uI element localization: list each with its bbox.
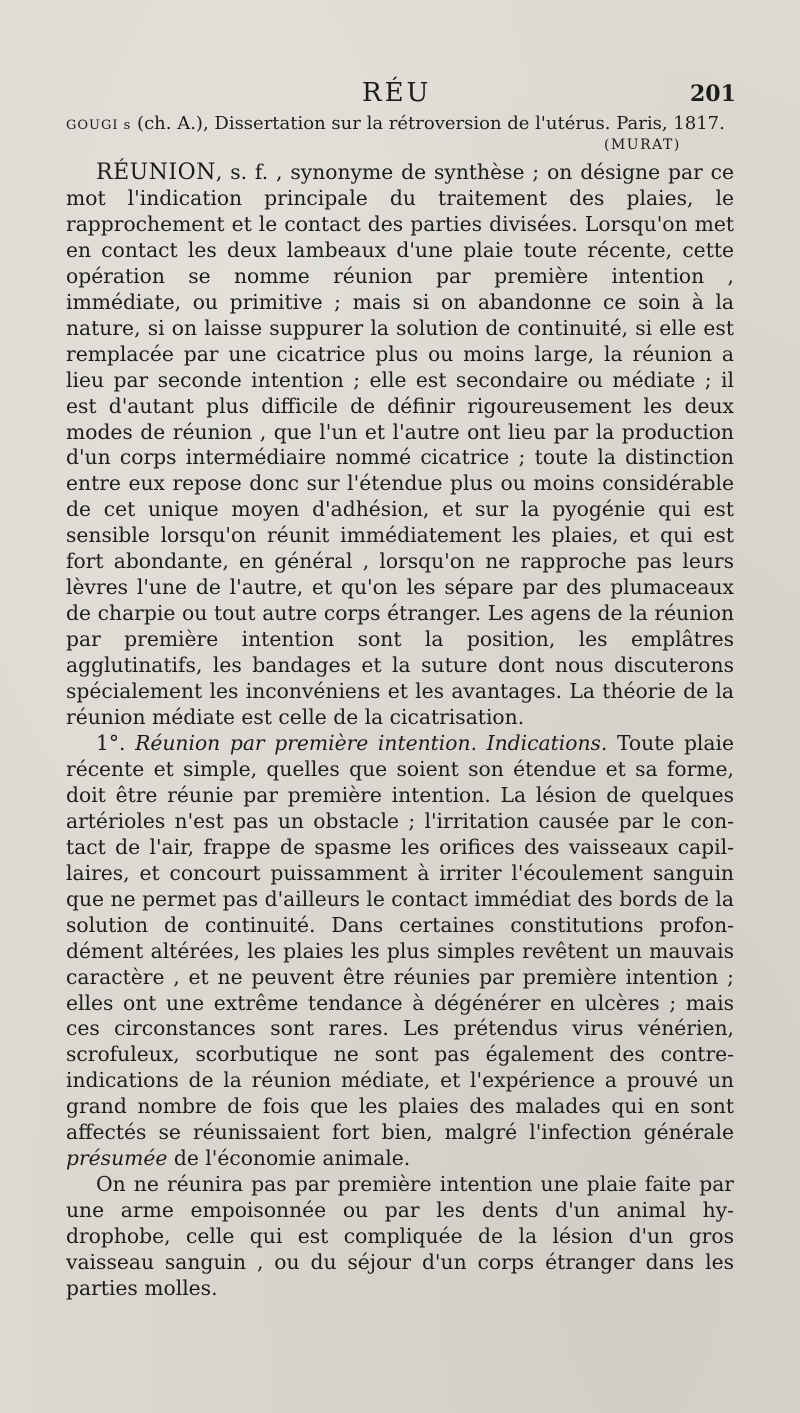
page-number: 201 xyxy=(690,81,736,107)
article-body xyxy=(66,160,734,1302)
bibliography-author: GOUGI s xyxy=(66,118,132,133)
paragraph-indications xyxy=(66,731,734,1172)
running-title: RÉU xyxy=(362,78,432,108)
paragraph-contraindications xyxy=(66,1172,734,1302)
article-signature: (MURAT) xyxy=(604,137,681,153)
indications-text-b: de l'économie animale. xyxy=(167,1146,411,1171)
indications-text-a: Toute plaie récente et simple, quelles que soient son étendue et sa forme, doit être réunie par première intention. La lésion de quelques artérioles n'est pas un obstacle ; l'irritation causée par le contact de l'air, frappe de spasme les orifices des vaisseaux capillaires, et concourt puissamment à irriter l'écoulement sanguin que ne permet pas d'ailleurs le contact immédiat des bords de la solution de continuité. Dans certaines constitutions profondément altérées, les plaies les plus simples revêtent un mauvais caractère , et ne peuvent être réunies par première intention ; elles ont une extrême tendance à dégénérer en ulcères ; mais ces circonstances sont rares. Les prétendus virus vénérien, scrofuleux, scorbutique ne sont pas également des contre-indications de la réunion médiate, et l'expérience a prouvé un grand nombre de fois que les plaies des malades qui en sont affectés se réunissaient fort bien, malgré l'infection générale xyxy=(66,730,734,1145)
contraindications-text: On ne réunira pas par première intention une plaie faite par une arme empoisonnée ou par les dents d'un animal hydrophobe, celle qui est compliquée de la lésion d'un gros vaisseau sanguin , ou du séjour d'un corps étranger dans les parties molles. xyxy=(66,1172,734,1300)
section-number: 1°. xyxy=(96,730,136,755)
definition-text: , s. f. , synonyme de synthèse ; on désigne par ce mot l'indication principale du traitement des plaies, le rapprochement et le contact des parties divisées. Lorsqu'on met en contact les deux lambeaux d'une plaie toute récente, cette opération se nomme réunion par première intention , immédiate, ou primitive ; mais si on abandonne ce soin à la nature, si on laisse suppurer la solution de continuité, si elle est remplacée par une cicatrice plus ou moins large, la réunion a lieu par seconde intention ; elle est secondaire ou médiate ; il est d'autant plus difficile de définir rigoureusement les deux modes de réunion , que l'un et l'autre ont lieu par la production d'un corps intermédiaire nommé cicatrice ; toute la distinction entre eux repose donc sur l'étendue plus ou moins considérable de cet unique moyen d'adhésion, et sur la pyogénie qui est sensible lorsqu'on réunit immédiatement les plaies, et qui est fort abondante, en général , lorsqu'on ne rapproche pas leurs lèvres l'une de l'autre, et qu'on les sépare par des plumaceaux de charpie ou tout autre corps étranger. Les agens de la réunion par première intention sont la position, les emplâtres agglutinatifs, les bandages et la suture dont nous discuterons spécialement les inconvéniens et les avantages. La théorie de la réunion médiate est celle de la cicatrisation. xyxy=(66,160,734,730)
section-heading: Réunion par première intention. Indications. xyxy=(135,730,608,755)
entry-headword: RÉUNION xyxy=(96,160,216,185)
running-head xyxy=(0,78,800,110)
bibliography-title: , Dissertation sur la rétroversion de l'utérus. Paris, 1817. xyxy=(202,113,725,134)
paragraph-definition xyxy=(66,160,734,731)
bibliography-entry xyxy=(66,113,736,134)
italic-word: présumée xyxy=(66,1146,168,1171)
bibliography-author-initials: (ch. A.) xyxy=(131,113,203,134)
